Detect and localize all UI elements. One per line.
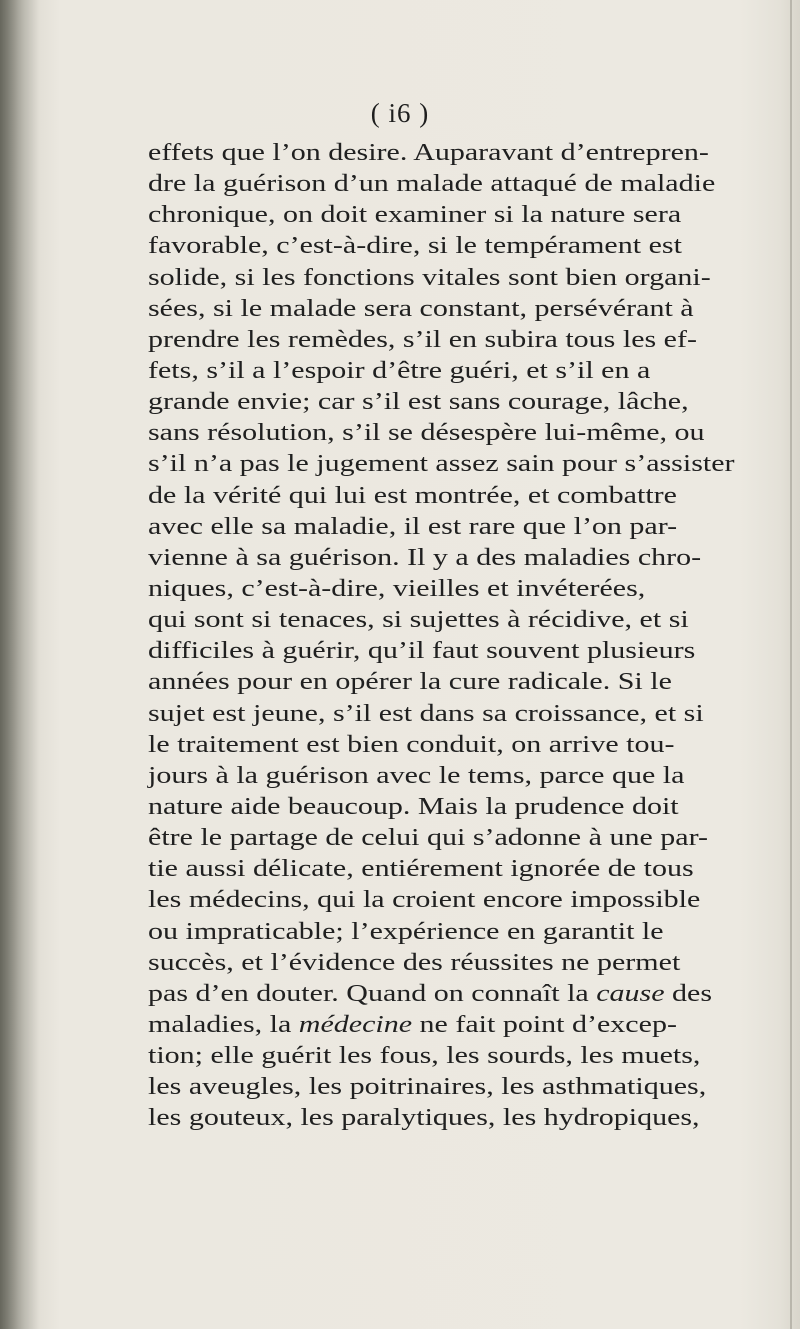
text-run: prendre les remèdes, s’il en subira tous les ef- [148,326,697,353]
text-line-content [148,605,689,636]
text-run: avec elle sa maladie, il est rare que l’on par- [148,513,678,540]
text-line-content [148,387,689,418]
text-run: les médecins, qui la croient encore impossible [148,887,701,914]
text-line-content [148,761,684,792]
text-line [148,543,796,574]
text-line-content [148,854,694,885]
text-line [148,792,796,823]
text-line [148,138,796,169]
text-line [148,667,796,698]
text-run: fets, s’il a l’espoir d’être guéri, et s’il en a [148,357,651,384]
text-line-content [148,574,645,605]
text-line-content [148,979,712,1010]
text-line [148,418,796,449]
text-run: dre la guérison d’un malade attaqué de maladie [148,171,716,198]
text-line-content [148,1103,700,1134]
text-line-content [148,481,677,512]
text-run: maladies, la [148,1011,299,1038]
text-line-content [148,418,705,449]
text-line-content [148,948,680,979]
text-line [148,885,796,916]
text-run: difficiles à guérir, qu’il faut souvent plusieurs [148,638,696,665]
text-line [148,948,796,979]
text-line-content [148,200,681,231]
text-run: effets que l’on desire. Auparavant d’entrepren- [148,140,709,166]
text-line-content [148,1010,677,1041]
text-line-content [148,263,711,294]
text-line [148,231,796,262]
text-line [148,1103,796,1134]
text-run: grande envie; car s’il est sans courage, lâche, [148,389,689,416]
text-run: niques, c’est-à-dire, vieilles et invéterées, [148,575,646,602]
text-line-content [148,1072,706,1103]
binding-shadow [0,0,40,1329]
text-run: sées, si le malade sera constant, persévérant à [148,295,694,322]
text-run: ne fait point d’excep- [412,1011,677,1038]
text-line-content [148,325,697,356]
text-line [148,325,796,356]
text-line [148,854,796,885]
text-line [148,481,796,512]
text-line-content [148,231,682,262]
text-line [148,574,796,605]
text-line [148,169,796,200]
text-run: s’il n’a pas le jugement assez sain pour s’assister [148,451,735,478]
text-line [148,263,796,294]
text-line-content [148,356,650,387]
text-run: chronique, on doit examiner si la nature sera [148,202,682,229]
text-run: sujet est jeune, s’il est dans sa croissance, et si [148,700,704,727]
text-line [148,730,796,761]
text-line-content [148,449,735,480]
text-run: être le partage de celui qui s’adonne à une par- [148,825,708,852]
text-line-content [148,543,701,574]
text-run: les aveugles, les poitrinaires, les asthmatiques, [148,1074,707,1101]
text-line-content [148,667,672,698]
text-line [148,636,796,667]
text-line-content [148,169,715,200]
text-run: jours à la guérison avec le tems, parce que la [148,762,685,789]
text-run: années pour en opérer la cure radicale. Si le [148,669,672,696]
text-line [148,1041,796,1072]
text-line [148,979,796,1010]
text-line [148,1072,796,1103]
page-number: ( i6 ) [370,98,430,128]
text-run: ou impraticable; l’expérience en garantit le [148,918,664,945]
text-run: tion; elle guérit les fous, les sourds, les muets, [148,1043,701,1070]
text-run: les gouteux, les paralytiques, les hydropiques, [148,1105,700,1132]
text-line [148,449,796,480]
text-line-content [148,699,704,730]
text-run: de la vérité qui lui est montrée, et combattre [148,482,677,509]
text-line-content [148,138,709,169]
text-line [148,699,796,730]
text-line-content [148,792,679,823]
text-run: des [664,980,713,1007]
text-run: le traitement est bien conduit, on arrive tou- [148,731,675,758]
text-line-content [148,823,708,854]
text-line-content [148,294,694,325]
text-run: nature aide beaucoup. Mais la prudence doit [148,793,679,820]
text-run: succès, et l’évidence des réussites ne permet [148,949,681,976]
text-line-content [148,917,664,948]
text-run: qui sont si tenaces, si sujettes à récidive, et si [148,607,689,634]
text-line [148,200,796,231]
text-line [148,387,796,418]
text-line-content [148,1041,700,1072]
italic-term: médecine [298,1011,413,1038]
text-run: pas d’en douter. Quand on connaît la [148,980,597,1007]
text-run: favorable, c’est-à-dire, si le tempérament est [148,233,682,260]
text-run: vienne à sa guérison. Il y a des maladies chro- [148,544,702,571]
text-line [148,512,796,543]
text-line-content [148,885,700,916]
text-line-content [148,730,675,761]
text-line-content [148,636,695,667]
text-run: tie aussi délicate, entiérement ignorée de tous [148,856,694,883]
text-line [148,823,796,854]
text-run: sans résolution, s’il se désespère lui-même, ou [148,420,705,447]
italic-term: cause [596,980,665,1007]
text-line [148,1010,796,1041]
text-line-content [148,512,677,543]
text-line [148,761,796,792]
text-line [148,294,796,325]
text-line [148,356,796,387]
text-line [148,605,796,636]
text-run: solide, si les fonctions vitales sont bien organi- [148,264,711,291]
text-line [148,917,796,948]
body-text [148,138,796,1135]
